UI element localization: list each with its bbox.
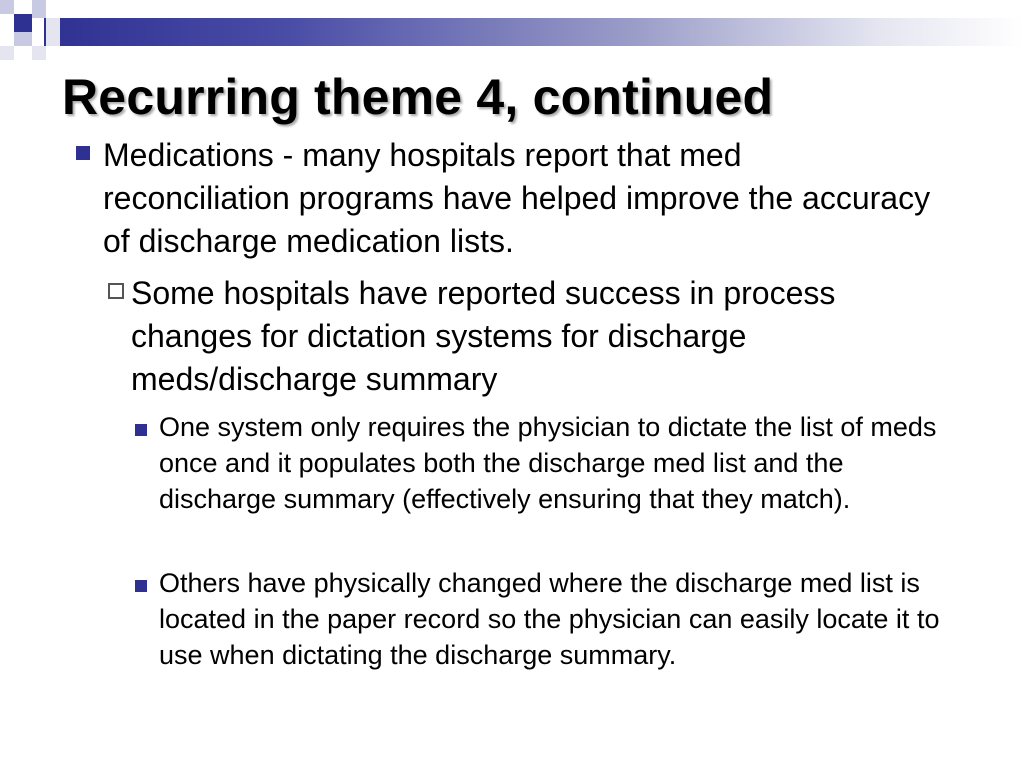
filled-square-bullet-icon: [76, 146, 90, 160]
filled-square-bullet-icon: [135, 580, 147, 592]
bullet-level1-medications: Medications - many hospitals report that med reconciliation programs have helped improve the accuracy of discharge medication lists.: [103, 137, 931, 259]
bullet-level3-one-system: One system only requires the physician to dictate the list of meds once and it populates both the discharge med list and the discharge summary (effectively ensuring that they match).: [159, 412, 937, 514]
hollow-square-bullet-icon: [108, 283, 124, 299]
filled-square-bullet-icon: [135, 424, 147, 436]
bullet-level3-others: Others have physically changed where the discharge med list is located in the paper record so the physician can easily locate it to use when dictating the discharge summary.: [159, 568, 940, 670]
slide-title: Recurring theme 4, continued: [62, 69, 774, 125]
bullet-level2-dictation-systems: Some hospitals have reported success in process changes for dictation systems for discharge meds/discharge summary: [131, 275, 836, 397]
